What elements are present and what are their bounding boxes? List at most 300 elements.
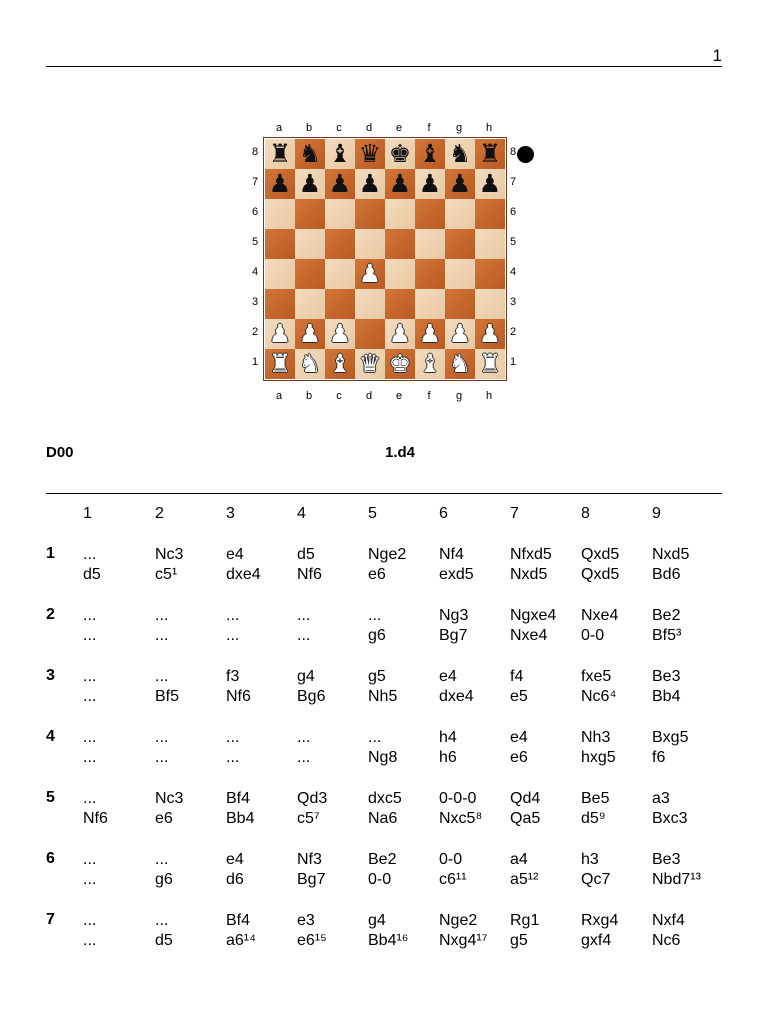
row-number: 3 bbox=[46, 667, 55, 684]
move-cell bbox=[83, 911, 96, 951]
move-cell bbox=[510, 850, 538, 890]
move-cell bbox=[652, 545, 689, 585]
rank-label-2-left: 2 bbox=[251, 326, 259, 338]
white-move: Bf4 bbox=[226, 790, 251, 807]
black-move: ... bbox=[297, 627, 311, 644]
row-number: 4 bbox=[46, 728, 55, 745]
file-label-g-top: g bbox=[455, 122, 463, 134]
white-move: Bxg5 bbox=[652, 729, 689, 746]
black-pawn-icon: ♟ bbox=[478, 169, 502, 198]
move-cell bbox=[652, 911, 685, 951]
black-bishop-icon: ♝ bbox=[418, 139, 442, 168]
move-cell bbox=[439, 728, 457, 768]
column-header-3: 3 bbox=[226, 505, 235, 522]
move-cell bbox=[510, 911, 539, 951]
square-g4 bbox=[445, 259, 475, 289]
black-move: g6 bbox=[155, 871, 173, 888]
move-cell bbox=[226, 850, 244, 890]
move-cell bbox=[297, 728, 310, 768]
white-move: Nc3 bbox=[155, 546, 184, 563]
square-e3 bbox=[385, 289, 415, 319]
file-label-b-bottom: b bbox=[305, 390, 313, 402]
black-move: Bb4¹⁶ bbox=[368, 932, 409, 949]
rank-label-6-left: 6 bbox=[251, 206, 259, 218]
square-c3 bbox=[325, 289, 355, 319]
black-move: Bb4 bbox=[652, 688, 681, 705]
black-move: d6 bbox=[226, 871, 244, 888]
white-move: Bf4 bbox=[226, 912, 251, 929]
move-cell bbox=[83, 667, 96, 707]
square-f4 bbox=[415, 259, 445, 289]
rank-label-7-right: 7 bbox=[509, 176, 517, 188]
white-move: g4 bbox=[297, 668, 315, 685]
black-move: c6¹¹ bbox=[439, 871, 467, 888]
move-cell bbox=[83, 850, 96, 890]
white-move: ... bbox=[155, 729, 169, 746]
move-cell bbox=[581, 789, 609, 829]
black-move: c5¹ bbox=[155, 566, 178, 583]
white-move: 0-0 bbox=[439, 851, 463, 868]
column-header-1: 1 bbox=[83, 505, 92, 522]
move-cell bbox=[581, 667, 616, 707]
black-move: Nf6 bbox=[297, 566, 322, 583]
move-cell bbox=[510, 545, 552, 585]
black-move: Nxg4¹⁷ bbox=[439, 932, 488, 949]
white-move: e4 bbox=[510, 729, 528, 746]
black-move: Qa5 bbox=[510, 810, 541, 827]
black-pawn-icon: ♟ bbox=[268, 169, 292, 198]
white-rook-icon: ♜ bbox=[478, 349, 502, 378]
move-cell bbox=[297, 667, 325, 707]
black-move: ... bbox=[226, 749, 240, 766]
black-move: Bf5³ bbox=[652, 627, 682, 644]
black-knight-icon: ♞ bbox=[448, 139, 472, 168]
white-move: Nf3 bbox=[297, 851, 322, 868]
black-move: d5⁹ bbox=[581, 810, 606, 827]
move-cell bbox=[226, 667, 251, 707]
move-cell bbox=[439, 545, 474, 585]
square-e6 bbox=[385, 199, 415, 229]
square-g5 bbox=[445, 229, 475, 259]
page-number: 1 bbox=[712, 46, 722, 65]
move-cell bbox=[226, 728, 239, 768]
square-h5 bbox=[475, 229, 505, 259]
move-cell bbox=[83, 728, 96, 768]
move-cell bbox=[226, 606, 239, 646]
white-move: Ngxe4 bbox=[510, 607, 557, 624]
column-header-2: 2 bbox=[155, 505, 164, 522]
rank-label-5-left: 5 bbox=[251, 236, 259, 248]
black-move: a6¹⁴ bbox=[226, 932, 256, 949]
black-move: Nxc5⁸ bbox=[439, 810, 483, 827]
square-b5 bbox=[295, 229, 325, 259]
square-f3 bbox=[415, 289, 445, 319]
white-bishop-icon: ♝ bbox=[418, 349, 442, 378]
black-move: ... bbox=[83, 688, 97, 705]
square-e5 bbox=[385, 229, 415, 259]
black-move: e6 bbox=[368, 566, 386, 583]
black-move: Nxd5 bbox=[510, 566, 548, 583]
black-move: Nf6 bbox=[83, 810, 108, 827]
row-number: 7 bbox=[46, 911, 55, 928]
opening-moves: 1.d4 bbox=[385, 444, 416, 461]
move-cell bbox=[439, 850, 467, 890]
square-h4 bbox=[475, 259, 505, 289]
rank-label-4-right: 4 bbox=[509, 266, 517, 278]
file-label-e-top: e bbox=[395, 122, 403, 134]
white-move: Nxd5 bbox=[652, 546, 690, 563]
square-h6 bbox=[475, 199, 505, 229]
square-f5 bbox=[415, 229, 445, 259]
white-move: ... bbox=[297, 729, 311, 746]
white-pawn-icon: ♟ bbox=[268, 319, 292, 348]
rank-label-3-left: 3 bbox=[251, 296, 259, 308]
white-move: a4 bbox=[510, 851, 528, 868]
black-move: Na6 bbox=[368, 810, 398, 827]
file-label-d-top: d bbox=[365, 122, 373, 134]
move-cell bbox=[510, 606, 556, 646]
white-move: ... bbox=[155, 668, 169, 685]
rank-label-4-left: 4 bbox=[251, 266, 259, 278]
file-label-h-top: h bbox=[485, 122, 493, 134]
file-label-c-bottom: c bbox=[336, 390, 342, 402]
eco-code: D00 bbox=[46, 444, 74, 461]
move-cell bbox=[581, 545, 619, 585]
black-move: ... bbox=[83, 627, 97, 644]
black-move: ... bbox=[226, 627, 240, 644]
white-move: ... bbox=[83, 729, 97, 746]
white-move: e3 bbox=[297, 912, 315, 929]
white-move: ... bbox=[83, 546, 97, 563]
rank-label-8-right: 8 bbox=[509, 146, 517, 158]
black-move: Bg7 bbox=[439, 627, 468, 644]
move-cell bbox=[226, 545, 261, 585]
file-label-c-top: c bbox=[336, 122, 342, 134]
column-header-5: 5 bbox=[368, 505, 377, 522]
white-move: 0-0-0 bbox=[439, 790, 477, 807]
white-move: Be3 bbox=[652, 851, 681, 868]
black-move: Qxd5 bbox=[581, 566, 620, 583]
file-label-a-bottom: a bbox=[275, 390, 283, 402]
white-move: f3 bbox=[226, 668, 240, 685]
white-move: g5 bbox=[368, 668, 386, 685]
black-move: f6 bbox=[652, 749, 666, 766]
move-cell bbox=[510, 728, 528, 768]
black-move: ... bbox=[83, 871, 97, 888]
black-move: ... bbox=[155, 749, 169, 766]
black-move: Nc6 bbox=[652, 932, 681, 949]
black-move: hxg5 bbox=[581, 749, 616, 766]
black-move: Nbd7¹³ bbox=[652, 871, 701, 888]
white-move: ... bbox=[226, 607, 240, 624]
file-label-d-bottom: d bbox=[365, 390, 373, 402]
white-queen-icon: ♛ bbox=[358, 349, 382, 378]
black-move: ... bbox=[155, 627, 169, 644]
white-pawn-icon: ♟ bbox=[418, 319, 442, 348]
white-move: Nxf4 bbox=[652, 912, 685, 929]
rank-label-2-right: 2 bbox=[509, 326, 517, 338]
rank-label-3-right: 3 bbox=[509, 296, 517, 308]
row-number: 1 bbox=[46, 545, 55, 562]
white-pawn-icon: ♟ bbox=[358, 259, 382, 288]
square-c5 bbox=[325, 229, 355, 259]
move-cell bbox=[226, 789, 254, 829]
white-move: fxe5 bbox=[581, 668, 612, 685]
white-move: ... bbox=[155, 607, 169, 624]
white-move: a3 bbox=[652, 790, 670, 807]
black-move: d5 bbox=[155, 932, 173, 949]
square-b3 bbox=[295, 289, 325, 319]
white-bishop-icon: ♝ bbox=[328, 349, 352, 378]
move-cell bbox=[652, 667, 680, 707]
white-move: h4 bbox=[439, 729, 457, 746]
square-a3 bbox=[265, 289, 295, 319]
table-rule bbox=[46, 493, 722, 494]
square-d5 bbox=[355, 229, 385, 259]
white-pawn-icon: ♟ bbox=[448, 319, 472, 348]
white-move: Be2 bbox=[368, 851, 397, 868]
black-move: g5 bbox=[510, 932, 528, 949]
move-cell bbox=[155, 545, 183, 585]
black-knight-icon: ♞ bbox=[298, 139, 322, 168]
rank-label-1-left: 1 bbox=[251, 356, 259, 368]
square-b4 bbox=[295, 259, 325, 289]
square-a6 bbox=[265, 199, 295, 229]
move-cell bbox=[368, 850, 396, 890]
move-cell bbox=[368, 789, 402, 829]
move-cell bbox=[83, 606, 96, 646]
white-move: d5 bbox=[297, 546, 315, 563]
move-cell bbox=[368, 728, 397, 768]
white-move: ... bbox=[297, 607, 311, 624]
black-move: e6 bbox=[510, 749, 528, 766]
black-move: g6 bbox=[368, 627, 386, 644]
black-move: Ng8 bbox=[368, 749, 398, 766]
move-cell bbox=[581, 728, 616, 768]
rank-label-1-right: 1 bbox=[509, 356, 517, 368]
black-move: a5¹² bbox=[510, 871, 539, 888]
black-move: exd5 bbox=[439, 566, 474, 583]
move-cell bbox=[510, 667, 528, 707]
move-cell bbox=[439, 606, 468, 646]
white-move: ... bbox=[226, 729, 240, 746]
move-cell bbox=[297, 850, 325, 890]
square-d2 bbox=[355, 319, 385, 349]
black-rook-icon: ♜ bbox=[268, 139, 292, 168]
move-cell bbox=[652, 606, 681, 646]
move-cell bbox=[439, 911, 487, 951]
black-move: c5⁷ bbox=[297, 810, 320, 827]
move-cell bbox=[368, 545, 406, 585]
rank-label-7-left: 7 bbox=[251, 176, 259, 188]
black-move: Bg7 bbox=[297, 871, 326, 888]
column-header-8: 8 bbox=[581, 505, 590, 522]
move-cell bbox=[652, 850, 701, 890]
move-cell bbox=[652, 728, 688, 768]
square-d3 bbox=[355, 289, 385, 319]
white-move: Nge2 bbox=[439, 912, 478, 929]
move-cell bbox=[581, 850, 610, 890]
white-move: Be3 bbox=[652, 668, 681, 685]
black-move: ... bbox=[297, 749, 311, 766]
black-move: Nf6 bbox=[226, 688, 251, 705]
move-cell bbox=[581, 911, 618, 951]
move-cell bbox=[510, 789, 540, 829]
square-c4 bbox=[325, 259, 355, 289]
move-cell bbox=[155, 606, 168, 646]
column-header-7: 7 bbox=[510, 505, 519, 522]
black-move: Bg6 bbox=[297, 688, 326, 705]
row-number: 2 bbox=[46, 606, 55, 623]
black-move: d5 bbox=[83, 566, 101, 583]
black-pawn-icon: ♟ bbox=[388, 169, 412, 198]
black-move: ... bbox=[83, 749, 97, 766]
column-header-9: 9 bbox=[652, 505, 661, 522]
black-pawn-icon: ♟ bbox=[298, 169, 322, 198]
black-pawn-icon: ♟ bbox=[328, 169, 352, 198]
white-knight-icon: ♞ bbox=[448, 349, 472, 378]
square-c6 bbox=[325, 199, 355, 229]
black-move: Qc7 bbox=[581, 871, 611, 888]
white-move: ... bbox=[83, 790, 97, 807]
square-g3 bbox=[445, 289, 475, 319]
black-rook-icon: ♜ bbox=[478, 139, 502, 168]
black-move: e6 bbox=[155, 810, 173, 827]
move-cell bbox=[297, 789, 327, 829]
white-move: Be5 bbox=[581, 790, 610, 807]
file-label-g-bottom: g bbox=[455, 390, 463, 402]
move-cell bbox=[439, 667, 474, 707]
row-number: 6 bbox=[46, 850, 55, 867]
rank-label-6-right: 6 bbox=[509, 206, 517, 218]
white-move: Nxe4 bbox=[581, 607, 619, 624]
white-move: Qd3 bbox=[297, 790, 328, 807]
file-label-a-top: a bbox=[275, 122, 283, 134]
black-move: Nh5 bbox=[368, 688, 398, 705]
move-cell bbox=[368, 911, 408, 951]
chess-diagram bbox=[0, 0, 768, 420]
rank-label-5-right: 5 bbox=[509, 236, 517, 248]
black-move: dxe4 bbox=[226, 566, 261, 583]
white-move: ... bbox=[83, 851, 97, 868]
move-cell bbox=[297, 911, 327, 951]
file-label-f-top: f bbox=[427, 122, 431, 134]
black-pawn-icon: ♟ bbox=[418, 169, 442, 198]
move-cell bbox=[581, 606, 618, 646]
black-move: 0-0 bbox=[368, 871, 392, 888]
white-move: ... bbox=[83, 668, 97, 685]
white-pawn-icon: ♟ bbox=[298, 319, 322, 348]
move-cell bbox=[368, 667, 397, 707]
white-move: ... bbox=[368, 607, 382, 624]
black-move: e6¹⁵ bbox=[297, 932, 327, 949]
white-move: Nc3 bbox=[155, 790, 184, 807]
move-cell bbox=[155, 667, 179, 707]
black-move: gxf4 bbox=[581, 932, 612, 949]
black-move: Nc6⁴ bbox=[581, 688, 617, 705]
square-a4 bbox=[265, 259, 295, 289]
square-f6 bbox=[415, 199, 445, 229]
white-move: e4 bbox=[226, 546, 244, 563]
move-cell bbox=[439, 789, 482, 829]
white-move: ... bbox=[155, 851, 169, 868]
black-move: Bd6 bbox=[652, 566, 681, 583]
white-pawn-icon: ♟ bbox=[388, 319, 412, 348]
move-cell bbox=[155, 789, 183, 829]
white-move: Nfxd5 bbox=[510, 546, 552, 563]
white-move: Qd4 bbox=[510, 790, 541, 807]
white-move: e4 bbox=[226, 851, 244, 868]
move-cell bbox=[652, 789, 688, 829]
column-header-4: 4 bbox=[297, 505, 306, 522]
black-pawn-icon: ♟ bbox=[448, 169, 472, 198]
square-h3 bbox=[475, 289, 505, 319]
black-pawn-icon: ♟ bbox=[358, 169, 382, 198]
move-cell bbox=[297, 606, 310, 646]
file-label-e-bottom: e bbox=[395, 390, 403, 402]
white-move: f4 bbox=[510, 668, 524, 685]
black-move: h6 bbox=[439, 749, 457, 766]
white-move: ... bbox=[368, 729, 382, 746]
white-move: ... bbox=[155, 912, 169, 929]
white-rook-icon: ♜ bbox=[268, 349, 292, 378]
white-move: Nh3 bbox=[581, 729, 611, 746]
white-move: Rg1 bbox=[510, 912, 540, 929]
move-cell bbox=[83, 545, 101, 585]
row-number: 5 bbox=[46, 789, 55, 806]
move-cell bbox=[297, 545, 322, 585]
move-cell bbox=[155, 728, 168, 768]
move-cell bbox=[368, 606, 386, 646]
move-cell bbox=[83, 789, 108, 829]
white-pawn-icon: ♟ bbox=[328, 319, 352, 348]
white-move: Rxg4 bbox=[581, 912, 619, 929]
black-bishop-icon: ♝ bbox=[328, 139, 352, 168]
square-d6 bbox=[355, 199, 385, 229]
white-move: g4 bbox=[368, 912, 386, 929]
black-move: e5 bbox=[510, 688, 528, 705]
move-cell bbox=[155, 850, 173, 890]
white-move: Be2 bbox=[652, 607, 681, 624]
white-move: Nf4 bbox=[439, 546, 464, 563]
white-move: Ng3 bbox=[439, 607, 469, 624]
white-move: Qxd5 bbox=[581, 546, 620, 563]
white-move: h3 bbox=[581, 851, 599, 868]
black-move: Bb4 bbox=[226, 810, 255, 827]
file-label-b-top: b bbox=[305, 122, 313, 134]
move-cell bbox=[226, 911, 256, 951]
white-king-icon: ♚ bbox=[388, 349, 412, 378]
white-move: Nge2 bbox=[368, 546, 407, 563]
black-move: dxe4 bbox=[439, 688, 474, 705]
square-g6 bbox=[445, 199, 475, 229]
white-pawn-icon: ♟ bbox=[478, 319, 502, 348]
black-king-icon: ♚ bbox=[388, 139, 412, 168]
rank-label-8-left: 8 bbox=[251, 146, 259, 158]
file-label-f-bottom: f bbox=[427, 390, 431, 402]
white-move: e4 bbox=[439, 668, 457, 685]
white-move: ... bbox=[83, 912, 97, 929]
column-header-6: 6 bbox=[439, 505, 448, 522]
black-move: Bxc3 bbox=[652, 810, 688, 827]
square-a5 bbox=[265, 229, 295, 259]
black-move: Nxe4 bbox=[510, 627, 548, 644]
white-move: dxc5 bbox=[368, 790, 402, 807]
white-knight-icon: ♞ bbox=[298, 349, 322, 378]
square-b6 bbox=[295, 199, 325, 229]
black-move: Bf5 bbox=[155, 688, 180, 705]
black-queen-icon: ♛ bbox=[358, 139, 382, 168]
